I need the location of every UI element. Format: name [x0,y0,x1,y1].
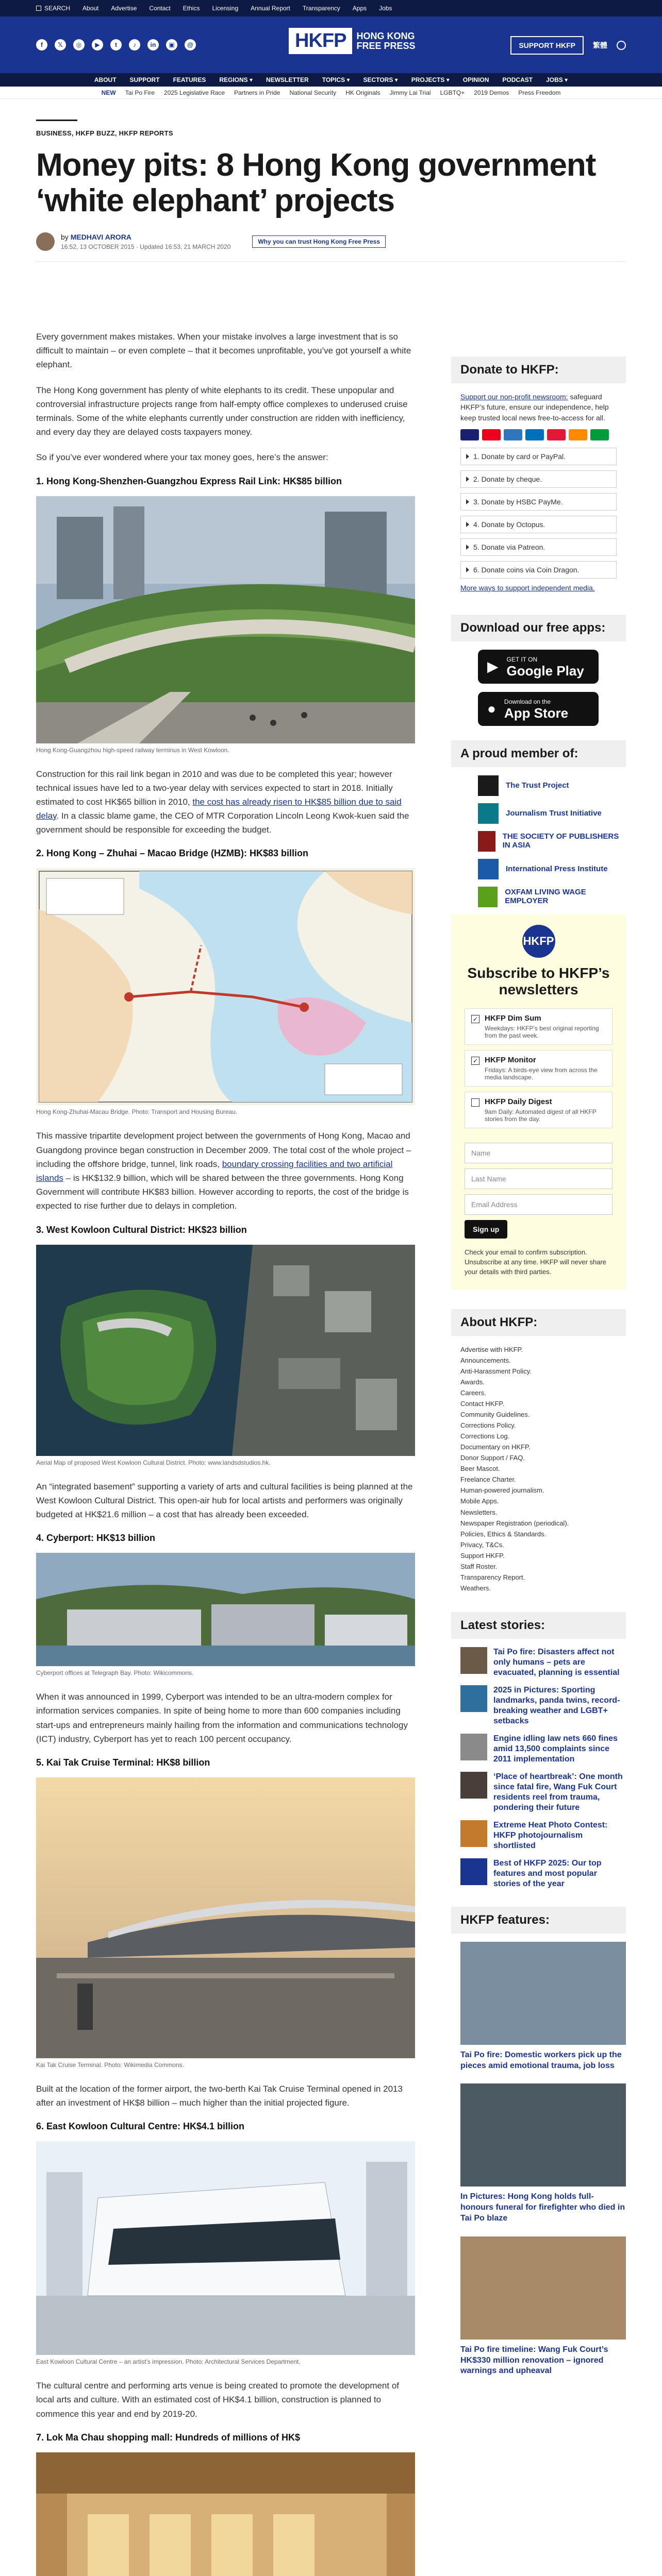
section-heading: 6. East Kowloon Cultural Centre: HK$4.1 billion [36,2121,245,2132]
trending-link[interactable]: Partners in Pride [234,89,280,96]
boundary-link[interactable]: boundary crossing facilities and two artificial islands [36,1159,393,1183]
feature-image [460,1942,626,2045]
figure [36,2452,415,2576]
nav-item[interactable]: SECTORS ▾ [363,76,398,83]
octopus-icon [569,429,587,440]
topbar-link[interactable]: Contact [149,5,171,12]
new-badge: NEW [101,89,116,96]
member-logo[interactable]: Journalism Trust Initiative [478,803,626,824]
member-logo[interactable]: International Press Institute [478,859,626,879]
paragraph: Built at the location of the former airport, the two-berth Kai Tak Cruise Terminal opened in 2013 after an investment of HK$8 billion – much higher than the initial projected figure. [36,2083,403,2108]
more-ways-link[interactable]: More ways to support independent media. [460,583,595,592]
checkbox[interactable]: ✓ [471,1015,479,1023]
chevron-right-icon [466,567,469,572]
facebook-icon[interactable]: f [36,39,47,50]
sopa-icon [478,831,495,852]
latest-story[interactable]: Extreme Heat Photo Contest: HKFP photojournalism shortlisted [460,1820,626,1851]
article-dates: 16:52, 13 OCTOBER 2015 · Updated 16:53, 21 MARCH 2020 [61,243,231,250]
checkbox[interactable]: ✓ [471,1057,479,1065]
feature-image [460,2236,626,2340]
nav-item[interactable]: SUPPORT [129,76,160,83]
kai-tak-terminal-photo[interactable] [36,1777,415,2058]
trust-link[interactable]: Why you can trust Hong Kong Free Press [252,235,386,248]
section-heading: 7. Lok Ma Chau shopping mall: Hundreds of millions of HK$ [36,2432,301,2443]
west-kowloon-aerial-photo[interactable] [36,1245,415,1456]
about-link[interactable]: Contact HKFP. [460,1400,505,1408]
ipi-icon [478,859,499,879]
donate-option[interactable]: 5. Donate via Patreon. [460,538,617,556]
paypal-icon [525,429,544,440]
about-link[interactable]: Community Guidelines. [460,1411,530,1419]
paragraph: An “integrated basement” supporting a variety of arts and cultural facilities is being planned at the West Kowloon Cultural District. This open-air hub for local artists and performers was originally budgeted at HK$21.6 million – a cost that has already been exceeded. [36,1481,413,1519]
sidebar-heading: Latest stories: [451,1612,626,1639]
figure [36,1777,415,2069]
logo-mark: HKFP [289,28,352,54]
nav-item[interactable]: TOPICS ▾ [322,76,350,83]
article-body [36,330,415,2576]
search-icon[interactable] [617,41,626,50]
support-link[interactable]: Support our non-profit newsroom: [460,393,568,401]
amex-icon [504,429,522,440]
figure [36,2141,415,2365]
figure [36,1245,415,1466]
signup-button[interactable]: Sign up [465,1220,507,1239]
title-rule [36,120,77,121]
section-heading: 1. Hong Kong-Shenzhen-Guangzhou Express Rail Link: HK$85 billion [36,476,342,486]
feature-card[interactable]: In Pictures: Hong Kong holds full-honours funeral for firefighter who died in Tai Po blaze [460,2083,626,2224]
caption: Cyberport offices at Telegraph Bay. Photo: Wikicommons. [36,1669,194,1677]
chevron-right-icon [466,499,469,504]
about-link[interactable]: Mobile Apps. [460,1497,499,1505]
about-link[interactable]: Donor Support / FAQ. [460,1454,525,1462]
story-thumbnail [460,1858,487,1885]
wechat-icon [590,429,609,440]
story-thumbnail [460,1820,487,1847]
latest-story[interactable]: Tai Po fire: Disasters affect not only humans – pets are evacuated, planning is essential [460,1647,626,1678]
topbar-link[interactable]: About [82,5,99,12]
about-list [451,1344,626,1594]
nav-item[interactable]: FEATURES [173,76,206,83]
rail-terminus-photo[interactable] [36,496,415,743]
about-link[interactable]: Policies, Ethics & Standards. [460,1530,547,1538]
topbar-search[interactable]: SEARCH [36,5,70,12]
trending-nav [0,87,662,99]
about-link[interactable]: Beer Mascot. [460,1465,500,1473]
donate-text: Support our non-profit newsroom: safeguard HKFP’s future, ensure our independence, help keep trusted local news free-to-access for all. [460,393,609,422]
trending-link[interactable]: LGBTQ+ [440,89,465,96]
paragraph: This massive tripartite development project between the governments of Hong Kong, Macao and Guangdong province began construction in December 2009. The total cost of the whole project – including the offshore bridge, tunnel, link roads, boundary crossing facilities and two artificial islands – is HK$132.9 billion, which will be shared between the three governments. Hong Kong Government will contribute HK$83 billion. However according to reports, the cost of the bridge is expected to rise further due to delays in completion. [36,1131,411,1211]
story-thumbnail [460,1685,487,1712]
main-nav [0,73,662,87]
paragraph: When it was announced in 1999, Cyberport was intended to be an ultra-modern complex for information services companies. In spite of being home to more than 600 companies including start-ups and entrepreneurs mainly hailing from the information and communications technology (ICT) industry, Cyberport has yet to reach 100 percent occupancy. [36,1692,408,1744]
support-button[interactable]: SUPPORT HKFP [510,36,584,55]
newsletter-option[interactable]: ✓ HKFP Dim Sum Weekdays: HKFP’s best original reporting from the past week. [465,1008,613,1045]
section-heading: 4. Cyberport: HK$13 billion [36,1533,156,1544]
threads-icon[interactable]: @ [185,39,196,50]
sidebar-heading: About HKFP: [451,1309,626,1336]
chevron-right-icon [466,477,469,482]
member-logo[interactable]: The Trust Project [478,775,626,796]
trending-link[interactable]: Jimmy Lai Trial [389,89,431,96]
last-name-input[interactable]: Last Name [465,1168,613,1189]
about-link[interactable]: Anti-Harassment Policy. [460,1367,532,1375]
about-link[interactable]: Support HKFP. [460,1551,505,1560]
author-line: by MEDHAVI ARORA [61,232,131,241]
about-link[interactable]: Awards. [460,1378,485,1386]
paragraph: The Hong Kong government has plenty of white elephants to its credit. These unpopular and controversial infrastructure projects range from half-empty office complexes to underused cruise terminals. Some of the white elephants currently under construction are ridden with inefficiency, and every day they are delayed costs taxpayers money. [36,385,408,437]
apple-icon: ● [487,700,496,717]
latest-story[interactable]: Best of HKFP 2025: Our top features and most popular stories of the year [460,1858,626,1889]
topbar-link[interactable]: Apps [352,5,367,12]
newsletter-option[interactable]: ✓ HKFP Monitor Fridays: A birds-eye view from across the media landscape. [465,1050,613,1087]
chevron-right-icon [466,545,469,550]
unionpay-icon [547,429,566,440]
paragraph: So if you’ve ever wondered where your tax money goes, here’s the answer: [36,452,328,463]
nav-item[interactable]: NEWSLETTER [266,76,309,83]
byline [36,232,626,251]
caption: Aerial Map of proposed West Kowloon Cultural District. Photo: www.landsdstudios.hk. [36,1459,271,1466]
member-logo[interactable]: THE SOCIETY OF PUBLISHERS IN ASIA [478,831,626,852]
newsletter-note: Check your email to confirm subscription. Unsubscribe at any time. HKFP will never share your details with third parties. [465,1248,607,1276]
topbar-link[interactable]: Ethics [183,5,200,12]
donate-option[interactable]: 3. Donate by HSBC PayMe. [460,493,617,511]
about-link[interactable]: Newsletters. [460,1508,498,1516]
topbar-link[interactable]: Annual Report [251,5,290,12]
topbar-link[interactable]: Jobs [379,5,392,12]
about-link[interactable]: Corrections Policy. [460,1421,516,1430]
member-logo[interactable]: OXFAM LIVING WAGE EMPLOYER [478,887,626,907]
youtube-icon[interactable]: ▶ [92,39,103,50]
nav-item[interactable]: ABOUT [94,76,117,83]
donate-option[interactable]: 2. Donate by cheque. [460,470,617,488]
paragraph: Construction for this rail link began in 2010 and was due to be completed this year; however technical issues have led to a two-year delay with services expected to start in 2018. Initially estimated to cost HK$65 billion in 2010, the cost has already risen to HK$85 billion due to said delay. In a classic blame game, the CEO of MTR Corporation Lincoln Leong Kwok-kuen said the government should be responsible for exceeding the budget. [36,769,409,835]
east-kowloon-centre-render[interactable] [36,2141,415,2355]
trending-link[interactable]: 2025 Legislative Race [164,89,225,96]
search-icon [36,6,41,11]
nav-item[interactable]: PODCAST [502,76,533,83]
nav-item[interactable]: JOBS ▾ [546,76,568,83]
paragraph: The cultural centre and performing arts venue is being created to promote the development of local arts and culture. With an estimated cost of HK$4.1 billion, construction is planned to commence this year and end by 2019-20. [36,2381,400,2419]
instagram-icon[interactable]: ◎ [73,39,85,50]
hkfp-logo: HKFP [522,925,555,958]
trust-project-icon [478,775,499,796]
language-toggle[interactable]: 繁體 [593,41,607,49]
google-play-button[interactable]: ▶ GET IT ON Google Play [478,650,599,684]
article-title: Money pits: 8 Hong Kong government ‘white elephant’ projects [36,147,596,219]
nav-item[interactable]: REGIONS ▾ [219,76,253,83]
section-heading: 2. Hong Kong – Zhuhai – Macao Bridge (HZMB): HK$83 billion [36,848,309,859]
jti-icon [478,803,499,824]
cost-rise-link[interactable]: the cost has already risen to HK$85 billion due to said delay [36,796,402,821]
section-heading: 3. West Kowloon Cultural District: HK$23 billion [36,1224,247,1235]
figure [36,496,415,754]
oxfam-icon [478,887,498,907]
latest-story[interactable]: 2025 in Pictures: Sporting landmarks, panda twins, record-breaking weather and LGBT+ setbacks [460,1685,626,1726]
about-link[interactable]: Weathers. [460,1584,491,1592]
about-link[interactable]: Newspaper Registration (periodical). [460,1519,569,1527]
caption: Hong Kong-Zhuhai-Macau Bridge. Photo: Transport and Housing Bureau. [36,1108,238,1116]
about-link[interactable]: Announcements. [460,1356,511,1364]
cyberport-photo[interactable] [36,1553,415,1666]
sidebar-heading: Donate to HKFP: [451,357,626,383]
topbar-link[interactable]: Transparency [302,5,340,12]
name-input[interactable]: Name [465,1143,613,1163]
header-actions [510,36,626,55]
sidebar-heading: HKFP features: [451,1907,626,1934]
topbar-link[interactable]: Licensing [212,5,239,12]
tiktok-icon[interactable]: ♪ [129,39,140,50]
about-link[interactable]: Advertise with HKFP. [460,1345,523,1353]
newsletter-option[interactable]: HKFP Daily Digest 9am Daily: Automated digest of all HKFP stories from the day. [465,1092,613,1128]
nav-item[interactable]: PROJECTS ▾ [411,76,450,83]
article-header [0,120,662,262]
topbar-link[interactable]: Advertise [111,5,137,12]
about-link[interactable]: Human-powered journalism. [460,1486,544,1495]
sidebar [451,357,626,2389]
figure [36,868,415,1115]
about-link[interactable]: Documentary on HKFP. [460,1443,531,1451]
section-heading: 5. Kai Tak Cruise Terminal: HK$8 billion [36,1757,210,1768]
caption: East Kowloon Cultural Centre – an artist’s impression. Photo: Architectural Services Department. [36,2358,301,2366]
site-logo[interactable] [289,28,415,54]
newsletter-signup [451,914,626,1290]
donate-option[interactable]: 1. Donate by card or PayPal. [460,448,617,465]
google-play-icon: ▶ [487,658,499,675]
about-link[interactable]: Staff Roster. [460,1562,498,1570]
newsletter-title: Subscribe to HKFP’s newsletters [467,964,610,998]
app-store-button[interactable]: ● Download on the App Store [478,692,599,726]
logo-text: HONG KONG FREE PRESS [356,30,416,51]
chevron-right-icon [466,522,469,527]
sidebar-heading: A proud member of: [451,740,626,767]
feature-card[interactable]: Tai Po fire: Domestic workers pick up the pieces amid emotional trauma, job loss [460,1942,626,2072]
social-links [36,39,196,50]
about-link[interactable]: Freelance Charter. [460,1476,516,1484]
trending-link[interactable]: Tai Po Fire [125,89,155,96]
nav-item[interactable]: OPINION [462,76,489,83]
email-input[interactable]: Email Address [465,1194,613,1215]
story-thumbnail [460,1772,487,1799]
donate-option[interactable]: 6. Donate coins via Coin Dragon. [460,561,617,579]
about-link[interactable]: Corrections Log. [460,1432,510,1440]
trending-link[interactable]: HK Originals [345,89,380,96]
about-link[interactable]: Careers. [460,1388,486,1397]
payment-methods [460,429,617,440]
x-icon[interactable]: 𝕏 [55,39,66,50]
linkedin-icon[interactable]: in [147,39,159,50]
trending-link[interactable]: National Security [289,89,337,96]
bridge-map[interactable] [36,868,415,1105]
utility-bar [0,0,662,16]
telegram-icon[interactable]: t [110,39,122,50]
story-thumbnail [460,1734,487,1760]
trending-link[interactable]: 2019 Demos [474,89,509,96]
author-avatar [36,232,55,251]
about-link[interactable]: Privacy, T&Cs. [460,1540,504,1549]
latest-story[interactable]: ‘Place of heartbreak’: One month since fatal fire, Wang Fuk Court residents reel from trauma, pondering their future [460,1772,626,1813]
sidebar-heading: Download our free apps: [451,615,626,641]
mastercard-icon [482,429,501,440]
caption: Kai Tak Cruise Terminal. Photo: Wikimedia Commons. [36,2061,184,2069]
rss-icon[interactable]: ▣ [166,39,177,50]
story-thumbnail [460,1647,487,1674]
author-link[interactable]: MEDHAVI ARORA [70,232,131,241]
visa-icon [460,429,479,440]
donate-box [451,357,626,592]
chevron-right-icon [466,454,469,459]
feature-card[interactable]: Tai Po fire timeline: Wang Fuk Court’s HK$330 million renovation – ignored warnings and upheaval [460,2236,626,2377]
trending-link[interactable]: Press Freedom [518,89,561,96]
caption: Hong Kong-Guangzhou high-speed railway terminus in West Kowloon. [36,746,229,754]
checkbox[interactable] [471,1098,479,1107]
latest-story[interactable]: Engine idling law nets 660 fines amid 13,500 complaints since 2011 implementation [460,1734,626,1765]
figure [36,1553,415,1676]
article-categories[interactable]: BUSINESS, HKFP BUZZ, HKFP REPORTS [36,129,173,137]
site-header [0,16,662,73]
lok-ma-chau-mall-photo[interactable] [36,2452,415,2576]
about-link[interactable]: Transparency Report. [460,1573,525,1581]
paragraph: Every government makes mistakes. When your mistake involves a large investment that is so difficult to maintain – or even complete – that it becomes unprofitable, you’ve got yourself a white elephant. [36,332,411,370]
divider [36,261,626,262]
feature-image [460,2083,626,2187]
donate-option[interactable]: 4. Donate by Octopus. [460,516,617,533]
